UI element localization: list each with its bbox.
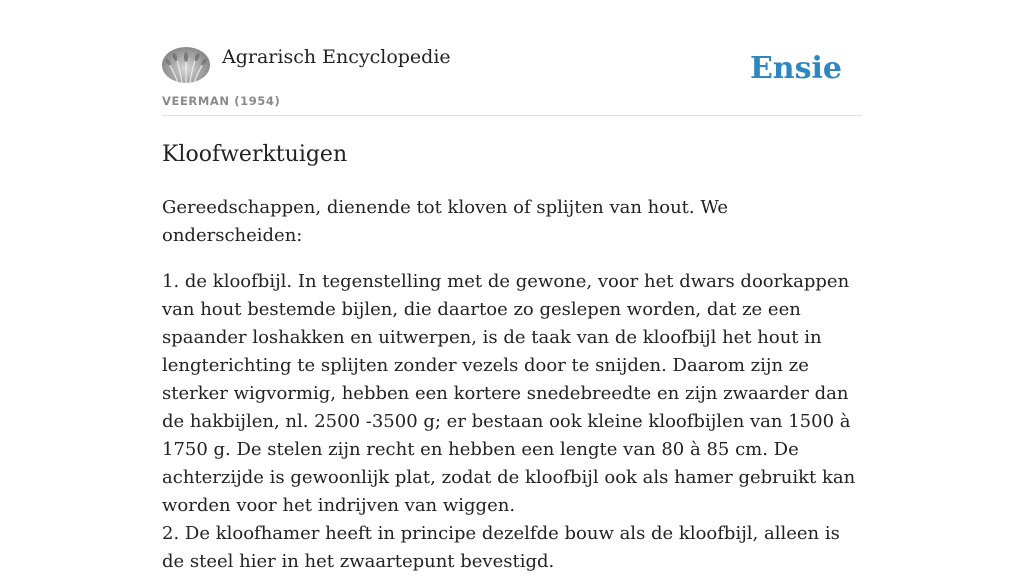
article-intro: Gereedschappen, dienende tot kloven of splijten van hout. We onderscheiden: <box>162 197 729 246</box>
article-item-1: 1. de kloofbijl. In tegenstelling met de gewone, voor het dwars doorkappen van hout bestemde bijlen, die daartoe zo geslepen worden, dat ze een spaander loshakken en uitwerpen, is de taak van de kloofbijl het hout in lengterichting te splijten zonder vezels door te snijden. Daarom zijn ze sterker wigvormig, hebben een kortere snedebreedte en zijn zwaarder dan de hakbijlen, nl. 2500 -3500 g; er bestaan ook kleine kloofbijlen van 1500 à 1750 g. De stelen zijn recht en hebben een lengte van 80 à 85 cm. De achterzijde is gewoonlijk plat, zodat de kloofbijl ook als hamer gebruikt kan worden voor het indrijven van wiggen. <box>162 271 856 516</box>
article-item-2: 2. De kloofhamer heeft in principe dezelfde bouw als de kloofbijl, alleen is de steel hier in het zwaartepunt bevestigd. <box>162 523 840 572</box>
wheat-logo-icon[interactable] <box>162 47 210 83</box>
site-header <box>162 46 862 116</box>
author-label: VEERMAN (1954) <box>162 94 281 108</box>
encyclopedia-title[interactable]: Agrarisch Encyclopedie <box>222 46 451 68</box>
header-divider <box>162 115 862 116</box>
article-title: Kloofwerktuigen <box>162 142 348 167</box>
article <box>162 138 862 576</box>
brand-logo[interactable]: Ensie <box>749 51 842 86</box>
